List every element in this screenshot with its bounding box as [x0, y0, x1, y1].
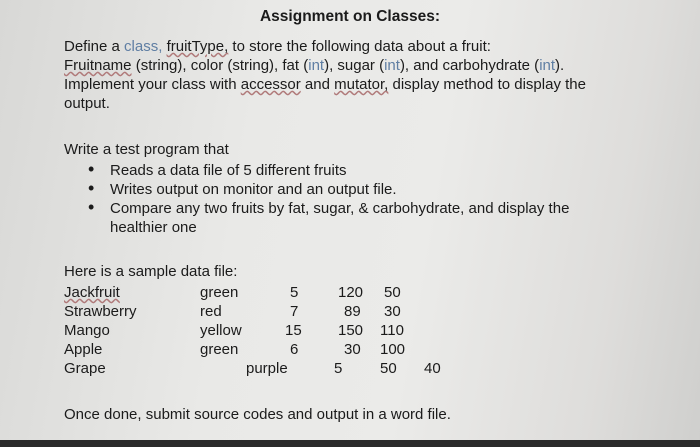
keyword-int: int: [308, 57, 325, 74]
keyword-fruittype: fruitType,: [166, 38, 229, 55]
text: (string), color (string), fat (: [131, 57, 309, 74]
fruit-fat: 5: [290, 284, 299, 301]
fruit-name: Apple: [64, 341, 103, 358]
text: ), sugar (: [324, 57, 385, 74]
list-item: • Compare any two fruits by fat, sugar, & carbohydrate, and display the healthier one: [88, 199, 628, 237]
fruit-fat: 6: [290, 341, 299, 358]
fruit-carb: 50: [384, 284, 401, 301]
description-line-1: [64, 37, 664, 56]
assignment-description: [64, 37, 664, 113]
text: and: [300, 76, 335, 93]
fruit-name: Mango: [64, 322, 110, 339]
list-item: • Reads a data file of 5 different fruits: [88, 161, 628, 180]
fruit-name: Jackfruit: [64, 284, 120, 301]
text: Define a: [64, 38, 125, 55]
fruit-color: yellow: [200, 322, 242, 339]
fruit-color: purple: [246, 360, 288, 377]
fruit-carb: 100: [380, 341, 406, 358]
fruit-carb: 40: [424, 360, 441, 377]
fruit-color: red: [200, 303, 222, 320]
text: ), and carbohydrate (: [399, 57, 540, 74]
fruit-sugar: 150: [338, 322, 364, 339]
sample-heading: Here is a sample data file:: [64, 263, 238, 280]
description-line-2: [64, 56, 664, 75]
fruit-name: Strawberry: [64, 303, 137, 320]
test-program-heading: Write a test program that: [64, 141, 229, 158]
fruit-carb: 30: [384, 303, 401, 320]
requirements-list: [88, 161, 628, 237]
keyword-accessor: accessor: [240, 76, 301, 93]
fruit-name: Grape: [64, 360, 106, 377]
fruit-sugar: 50: [380, 360, 397, 377]
fruit-carb: 110: [380, 322, 404, 339]
page-title: Assignment on Classes:: [259, 8, 441, 25]
fruit-fat: 5: [334, 360, 343, 377]
fruit-sugar: 120: [338, 284, 364, 301]
keyword-class: class,: [124, 38, 163, 55]
bottom-edge: [0, 440, 700, 447]
fruit-color: green: [200, 341, 239, 358]
keyword-mutator: mutator,: [334, 76, 389, 93]
fruit-fat: 7: [290, 303, 299, 320]
keyword-fruitname: Fruitname: [64, 57, 132, 74]
description-line-3: [64, 75, 664, 94]
text: ).: [555, 57, 565, 74]
text: display method to display the: [388, 76, 586, 93]
fruit-fat: 15: [285, 322, 302, 339]
fruit-sugar: 30: [344, 341, 361, 358]
closing-instruction: Once done, submit source codes and output in a word file.: [64, 406, 451, 423]
list-item: • Writes output on monitor and an output file.: [88, 180, 628, 199]
keyword-int: int: [539, 57, 556, 74]
text: to store the following data about a fruit:: [228, 38, 491, 55]
fruit-color: green: [200, 284, 239, 301]
keyword-int: int: [384, 57, 400, 74]
text: Implement your class with: [64, 76, 241, 93]
description-line-4: output.: [64, 95, 110, 112]
fruit-sugar: 89: [344, 303, 361, 320]
